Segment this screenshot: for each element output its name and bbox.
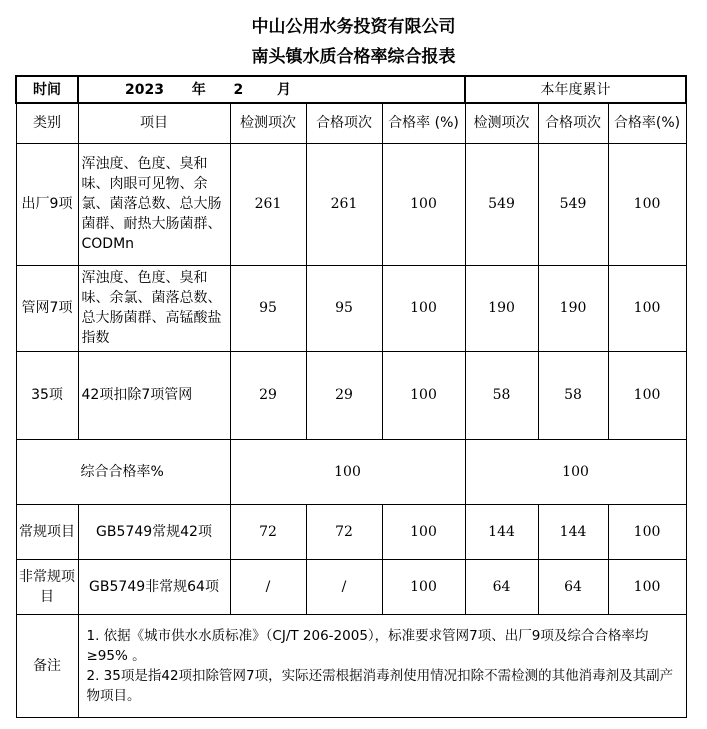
row-rate: 100 <box>382 504 465 559</box>
row-items: 浑浊度、色度、臭和味、肉眼可见物、余氯、菌落总数、总大肠菌群、耐热大肠菌群、CODMn <box>78 143 230 265</box>
row-rate-cumulative: 100 <box>608 143 686 265</box>
row-items: 浑浊度、色度、臭和味、余氯、菌落总数、总大肠菌群、高锰酸盐指数 <box>78 265 230 351</box>
row-category: 常规项目 <box>16 504 78 559</box>
row-tested-cumulative: 64 <box>465 559 538 614</box>
note-2: 2. 35项是指42项扣除管网7项，实际还需根据消毒剂使用情况扣除不需检测的其他消毒剂及其副产物项目。 <box>86 667 674 704</box>
row-tested: 29 <box>230 351 306 439</box>
row-tested: 72 <box>230 504 306 559</box>
row-passed: 261 <box>306 143 382 265</box>
company-name: 中山公用水务投资有限公司 <box>251 17 456 37</box>
row-passed: 72 <box>306 504 382 559</box>
row-passed-cumulative: 144 <box>538 504 608 559</box>
col-tested-cumulative: 检测项次 <box>465 103 538 143</box>
row-rate: 100 <box>382 351 465 439</box>
row-category: 非常规项目 <box>16 559 78 614</box>
row-items: GB5749非常规64项 <box>78 559 230 614</box>
row-tested: 95 <box>230 265 306 351</box>
notes-row <box>16 614 686 717</box>
row-passed: 95 <box>306 265 382 351</box>
overall-rate-label: 综合合格率% <box>16 439 230 504</box>
table-row <box>16 351 686 439</box>
row-rate-cumulative: 100 <box>608 504 686 559</box>
note-1: 1. 依据《城市供水水质标准》（CJ/T 206-2005），标准要求管网7项、出厂9项及综合合格率均≥95% 。 <box>86 627 649 664</box>
row-passed-cumulative: 64 <box>538 559 608 614</box>
row-category: 管网7项 <box>16 265 78 351</box>
overall-rate-monthly: 100 <box>230 439 465 504</box>
row-rate: 100 <box>382 143 465 265</box>
row-passed: / <box>306 559 382 614</box>
table-row <box>16 265 686 351</box>
report-period <box>78 76 465 103</box>
overall-rate-cumulative: 100 <box>465 439 686 504</box>
row-items: GB5749常规42项 <box>78 504 230 559</box>
table-row <box>16 143 686 265</box>
notes-content <box>78 614 686 717</box>
water-quality-report-table <box>15 75 687 718</box>
report-year: 2023 <box>125 81 164 98</box>
col-passed: 合格项次 <box>306 103 382 143</box>
col-passed-cumulative: 合格项次 <box>538 103 608 143</box>
row-passed-cumulative: 58 <box>538 351 608 439</box>
notes-label: 备注 <box>16 614 78 717</box>
col-category: 类别 <box>16 103 78 143</box>
row-rate-cumulative: 100 <box>608 351 686 439</box>
row-tested-cumulative: 58 <box>465 351 538 439</box>
cumulative-label: 本年度累计 <box>465 76 686 103</box>
row-tested: / <box>230 559 306 614</box>
row-tested: 261 <box>230 143 306 265</box>
row-tested-cumulative: 144 <box>465 504 538 559</box>
overall-rate-row <box>16 439 686 504</box>
row-items: 42项扣除7项管网 <box>78 351 230 439</box>
table-row <box>16 504 686 559</box>
col-tested: 检测项次 <box>230 103 306 143</box>
row-tested-cumulative: 190 <box>465 265 538 351</box>
row-category: 35项 <box>16 351 78 439</box>
time-label: 时间 <box>16 76 78 103</box>
row-rate-cumulative: 100 <box>608 265 686 351</box>
row-rate: 100 <box>382 265 465 351</box>
year-unit: 年 <box>191 81 206 98</box>
month-unit: 月 <box>276 81 291 98</box>
row-passed-cumulative: 190 <box>538 265 608 351</box>
col-item: 项目 <box>78 103 230 143</box>
row-passed: 29 <box>306 351 382 439</box>
row-passed-cumulative: 549 <box>538 143 608 265</box>
row-rate-cumulative: 100 <box>608 559 686 614</box>
row-category: 出厂9项 <box>16 143 78 265</box>
table-row <box>16 559 686 614</box>
report-title: 南头镇水质合格率综合报表 <box>251 47 456 67</box>
col-rate: 合格率 (%) <box>382 103 465 143</box>
report-month: 2 <box>233 81 244 98</box>
row-rate: 100 <box>382 559 465 614</box>
row-tested-cumulative: 549 <box>465 143 538 265</box>
col-rate-cumulative: 合格率(%) <box>608 103 686 143</box>
